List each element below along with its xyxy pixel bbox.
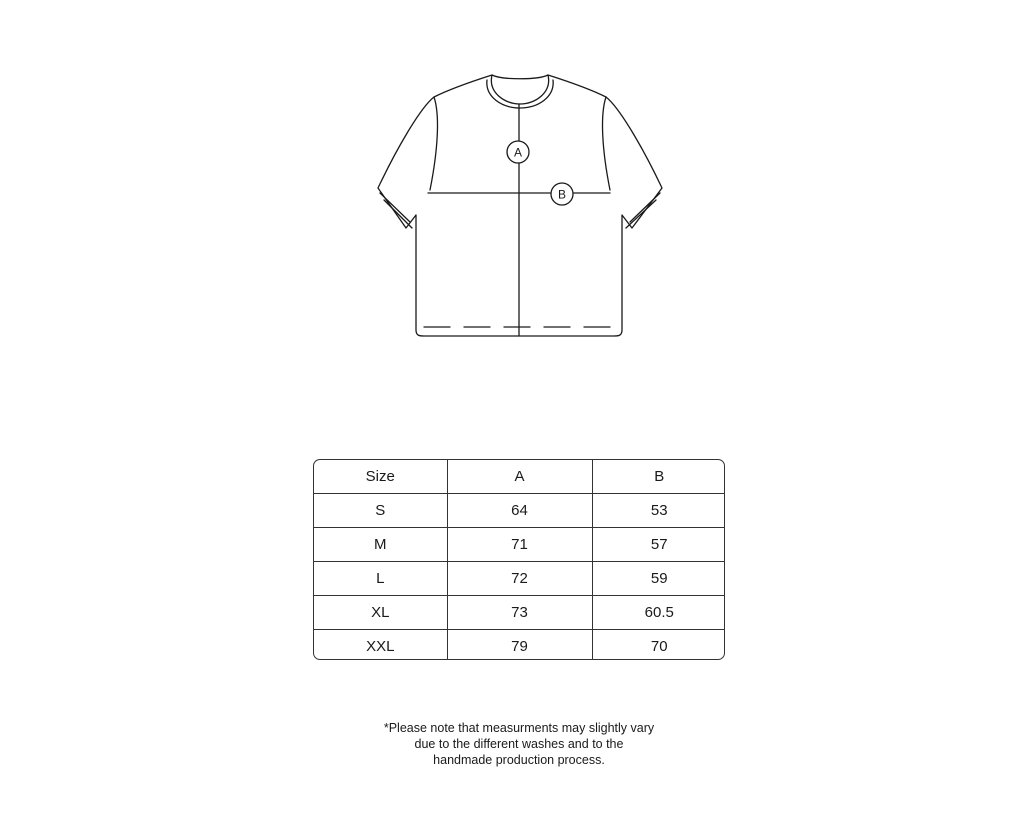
marker-b [551,183,573,205]
table-row [314,528,725,562]
size-cell: S [314,494,447,528]
measure-a-cell: 72 [447,562,592,596]
measure-b-cell: 57 [592,528,725,562]
disclaimer-line: *Please note that measurments may slightly vary [383,721,655,735]
measure-b-cell: 59 [592,562,725,596]
measure-b-cell: 60.5 [592,596,725,630]
measure-b-cell: 70 [650,638,668,655]
size-cell: L [314,562,447,596]
shirt-body-outline [378,75,662,336]
disclaimer-line: due to the different washes and to the [414,737,624,751]
table-header-row [314,460,725,494]
measurement-disclaimer [312,720,726,768]
disclaimer-line: handmade production process. [433,753,605,767]
size-cell: XL [314,596,447,630]
size-cell: M [314,528,447,562]
table-row [314,630,725,661]
table-row [314,494,725,528]
svg-text:A: A [513,145,523,160]
svg-text:B: B [557,187,567,202]
marker-a [507,141,529,163]
measure-b-cell: 53 [592,494,725,528]
size-cell: XXL [314,630,447,661]
header-size: Size [314,460,447,494]
measure-a-cell: 64 [447,494,592,528]
header-b: B [592,460,725,494]
table-row [314,596,725,630]
measure-a-cell: 79 [447,630,592,661]
measure-a-cell: 73 [447,596,592,630]
measure-a-cell: 71 [447,528,592,562]
t-shirt-outline-icon [0,0,1024,380]
header-a: A [447,460,592,494]
size-chart-table [313,459,725,660]
table-row [314,562,725,596]
